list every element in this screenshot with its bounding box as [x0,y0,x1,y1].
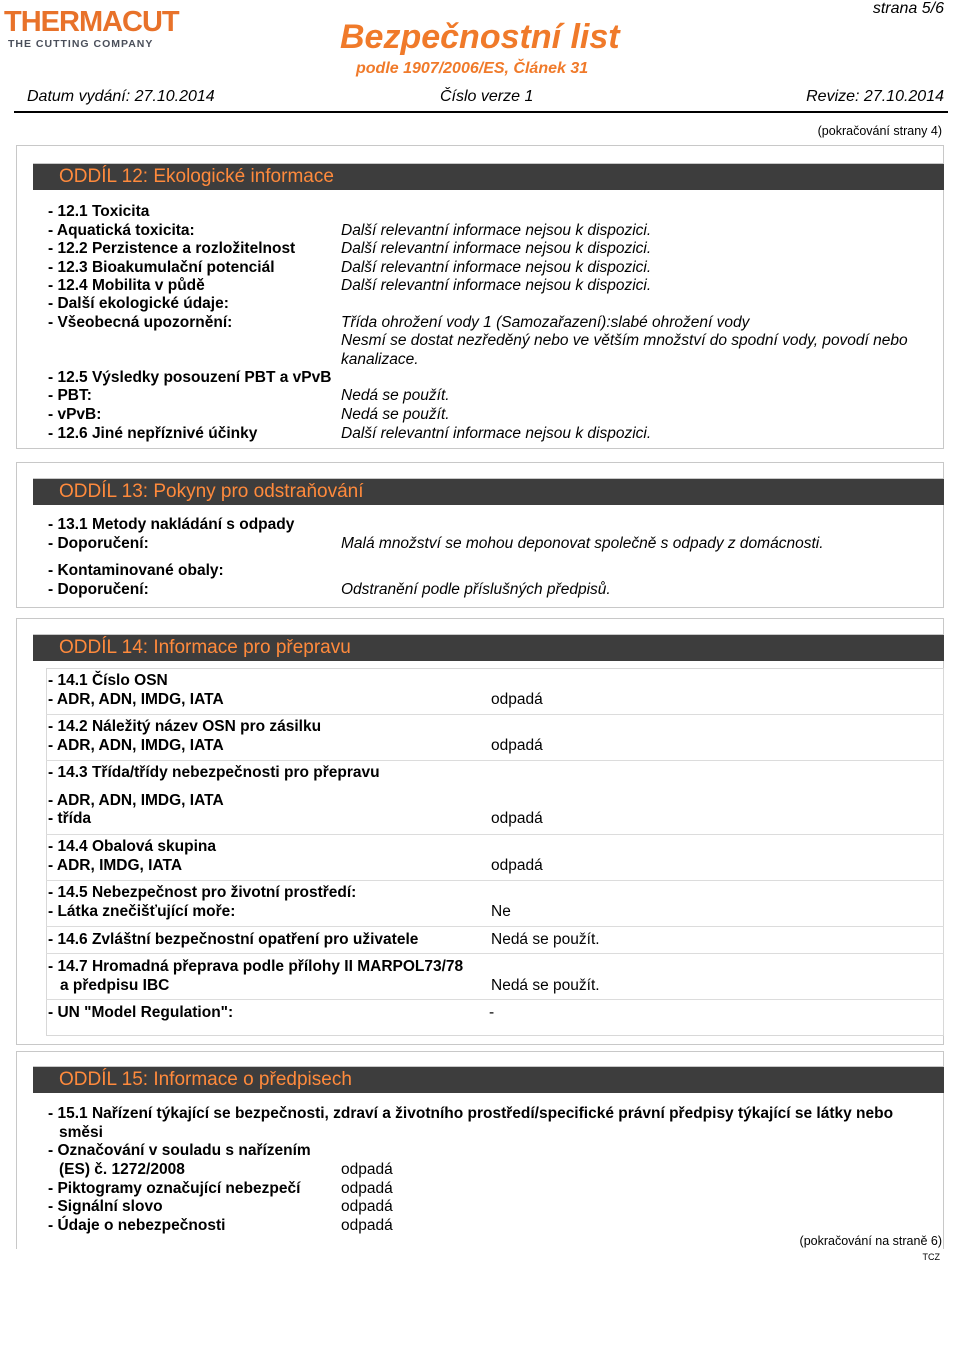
s14-un-number-label: - ADR, ADN, IMDG, IATA [48,691,224,708]
continued-to: (pokračování na straně 6) [799,1234,942,1248]
s15-hazard-statements-label: - Údaje o nebezpečnosti [48,1217,226,1234]
s12-general-value-1: Třída ohrožení vody 1 (Samozařazení):slabé ohrožení vody [341,314,750,331]
section-14-title: ODDÍL 14: Informace pro přepravu [59,637,351,658]
s14-un-number: - 14.1 Číslo OSN [48,672,168,689]
s15-pictograms-label: - Piktogramy označující nebezpečí [48,1180,301,1197]
s12-bioaccum-value: Další relevantní informace nejsou k dispozici. [341,259,652,276]
s14-packing-group-value: odpadá [491,857,543,874]
s14-un-number-value: odpadá [491,691,543,708]
section-13-title: ODDÍL 13: Pokyny pro odstraňování [59,481,364,502]
s14-hazard-class: - 14.3 Třída/třídy nebezpečnosti pro přepravu [48,764,380,781]
s12-vpvb-value: Nedá se použít. [341,406,450,423]
s14-marine-value: Ne [491,903,511,920]
s14-class-value: odpadá [491,810,543,827]
s12-persistence-value: Další relevantní informace nejsou k dispozici. [341,240,652,257]
header-divider [14,111,948,113]
s13-methods: - 13.1 Metody nakládání s odpady [48,516,295,533]
document-subtitle: podle 1907/2006/ES, Článek 31 [356,60,589,77]
s15-labelling-2: (ES) č. 1272/2008 [59,1161,185,1178]
s12-aquatic-value: Další relevantní informace nejsou k dispozici. [341,222,652,239]
s12-pbt-value: Nedá se použít. [341,387,450,404]
s14-marpol-label-2: a předpisu IBC [60,977,170,994]
s15-regulations-1: - 15.1 Nařízení týkající se bezpečnosti, zdraví a životního prostředí/specifické právní předpisy týkající se látky nebo [48,1105,894,1122]
s15-hazard-statements-value: odpadá [341,1217,393,1234]
s12-mobility-label: - 12.4 Mobilita v půdě [48,277,205,294]
s15-labelling-value: odpadá [341,1161,393,1178]
s14-divider [46,760,944,761]
language-code: TCZ [922,1252,940,1262]
s12-pbt-label: - PBT: [48,387,92,404]
company-logo: THERMACUT [4,6,179,38]
s14-shipping-name-label: - ADR, ADN, IMDG, IATA [48,737,224,754]
revision-date: Revize: 27.10.2014 [806,88,944,105]
section-15-title: ODDÍL 15: Informace o předpisech [59,1069,352,1090]
s14-env-hazard: - 14.5 Nebezpečnost pro životní prostředí: [48,884,357,901]
s13-recommendation2-label: - Doporučení: [48,581,149,598]
s14-class-label: - třída [48,810,92,827]
section-13-header [33,478,944,505]
s14-precautions-label: - 14.6 Zvláštní bezpečnostní opatření pro uživatele [48,931,419,948]
s14-precautions-value: Nedá se použít. [491,931,600,948]
s14-marpol-value: Nedá se použít. [491,977,600,994]
s14-model-regulation-label: - UN "Model Regulation": [48,1004,234,1021]
section-12-header [33,163,944,190]
issue-date: Datum vydání: 27.10.2014 [27,88,215,105]
s14-divider [46,880,944,881]
s15-signal-word-value: odpadá [341,1198,393,1215]
s14-marpol-label-1: - 14.7 Hromadná přeprava podle přílohy II MARPOL73/78 [48,958,464,975]
s12-pbt-heading: - 12.5 Výsledky posouzení PBT a vPvB [48,369,332,386]
s12-aquatic-label: - Aquatická toxicita: [48,222,195,239]
s12-general-label: - Všeobecná upozornění: [48,314,233,331]
s13-contaminated: - Kontaminované obaly: [48,562,224,579]
s12-mobility-value: Další relevantní informace nejsou k dispozici. [341,277,652,294]
s15-regulations-2: směsi [59,1124,103,1141]
s12-vpvb-label: - vPvB: [48,406,102,423]
s14-packing-group: - 14.4 Obalová skupina [48,838,216,855]
s14-divider [46,926,944,927]
s14-divider [46,999,944,1000]
section-14-header [33,634,944,661]
s14-packing-group-label: - ADR, IMDG, IATA [48,857,183,874]
document-title: Bezpečnostní list [340,18,620,56]
s14-divider [46,953,944,954]
s14-divider [46,714,944,715]
s15-labelling-1: - Označování v souladu s nařízením [48,1142,311,1159]
s13-recommendation-label: - Doporučení: [48,535,149,552]
s14-marine-label: - Látka znečišťující moře: [48,903,236,920]
page-number: strana 5/6 [872,0,944,17]
s12-persistence-label: - 12.2 Perzistence a rozložitelnost [48,240,296,257]
s12-adverse-label: - 12.6 Jiné nepříznivé účinky [48,425,258,442]
s12-toxicity: - 12.1 Toxicita [48,203,150,220]
s12-general-value-3: kanalizace. [341,351,419,368]
company-logo-tagline: THE CUTTING COMPANY [8,38,154,50]
s15-signal-word-label: - Signální slovo [48,1198,163,1215]
s12-other-eco: - Další ekologické údaje: [48,295,229,312]
s15-pictograms-value: odpadá [341,1180,393,1197]
s13-recommendation-value: Malá množství se mohou deponovat společně s odpady z domácnosti. [341,535,824,552]
s12-adverse-value: Další relevantní informace nejsou k dispozici. [341,425,652,442]
s13-recommendation2-value: Odstranění podle příslušných předpisů. [341,581,611,598]
s12-bioaccum-label: - 12.3 Bioakumulační potenciál [48,259,275,276]
section-15-header [33,1066,944,1093]
s14-divider [46,834,944,835]
section-12-title: ODDÍL 12: Ekologické informace [59,166,334,187]
s14-shipping-name-value: odpadá [491,737,543,754]
s12-general-value-2: Nesmí se dostat nezředěný nebo ve větším množství do spodní vody, povodí nebo [341,332,908,349]
s14-shipping-name: - 14.2 Náležitý název OSN pro zásilku [48,718,322,735]
continued-from: (pokračování strany 4) [817,124,942,138]
s14-hazard-class-modes: - ADR, ADN, IMDG, IATA [48,792,224,809]
version-number: Číslo verze 1 [440,88,534,105]
s14-model-regulation-value: - [489,1004,495,1021]
